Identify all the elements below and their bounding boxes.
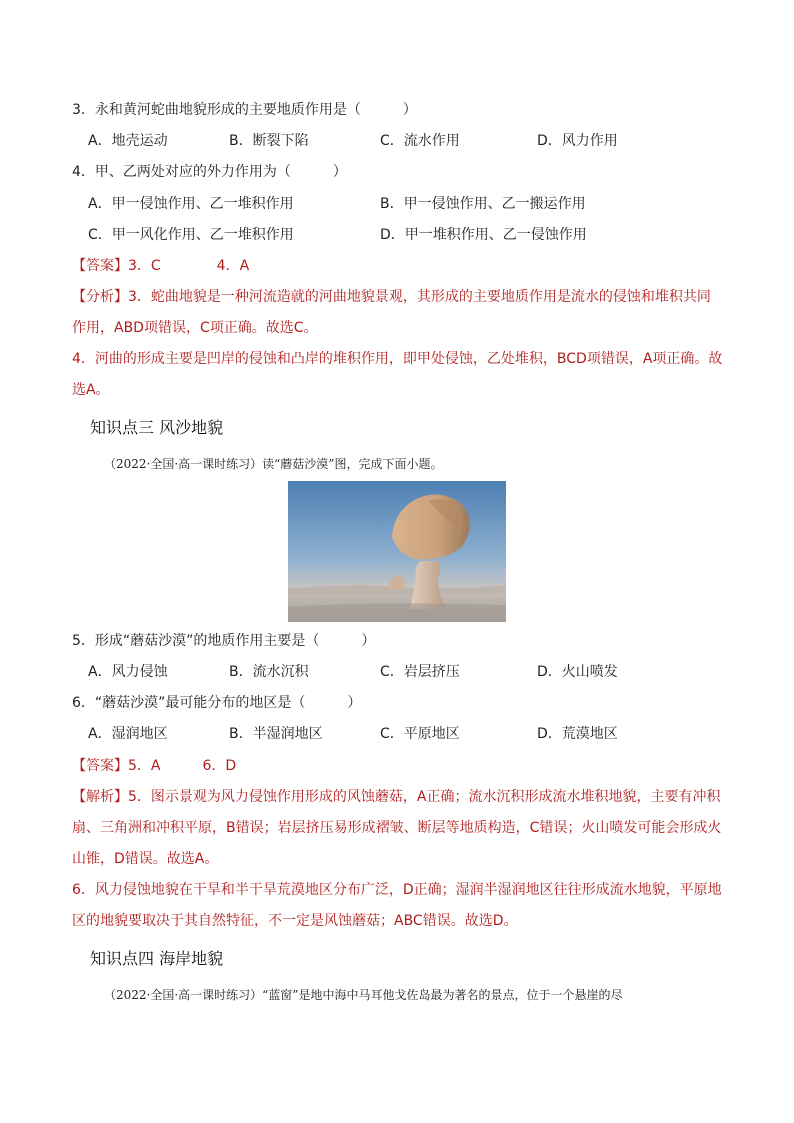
analysis-block-2	[72, 782, 724, 875]
answer-text: 5．A 6．D	[128, 758, 237, 774]
answer-tag: 【答案】	[72, 258, 128, 274]
analysis-tag: 【解析】	[72, 789, 128, 805]
section-source: （2022·全国·高一课时练习）“蓝窗”是地中海中马耳他戈佐岛最为著名的景点，位于一个悬崖的尽	[104, 988, 623, 1002]
question-3-stem: 3．永和黄河蛇曲地貌形成的主要地质作用是（ ）	[72, 102, 417, 118]
question-6-option-c: C．平原地区	[380, 726, 460, 742]
question-4-option-b: B．甲一侵蚀作用、乙一搬运作用	[380, 196, 586, 212]
answer-block-2	[72, 756, 732, 776]
question-5-option-a: A．风力侵蚀	[88, 664, 168, 680]
answer-block-1	[72, 256, 732, 276]
question-6-option-b: B．半湿润地区	[229, 726, 323, 742]
answer-text: 3．C 4．A	[128, 258, 250, 274]
question-3-option-b: B．断裂下陷	[229, 133, 309, 149]
question-3-option-d: D．风力作用	[537, 133, 618, 149]
question-6-option-a: A．湿润地区	[88, 726, 168, 742]
question-5-stem: 5．形成“蘑菇沙漠”的地质作用主要是（ ）	[72, 633, 376, 649]
analysis-paragraph-2: 6．风力侵蚀地貌在干旱和半干旱荒漠地区分布广泛，D正确；湿润半湿润地区往往形成流水地貌，平原地区的地貌要取决于其自然特征，不一定是风蚀蘑菇；ABC错误。故选D。	[72, 882, 722, 929]
question-5-option-b: B．流水沉积	[229, 664, 309, 680]
analysis-paragraph: 5．图示景观为风力侵蚀作用形成的风蚀蘑菇，A正确；流水沉积形成流水堆积地貌，主要有冲积扇、三角洲和冲积平原，B错误；岩层挤压易形成褶皱、断层等地质构造，C错误；火山喷发可能会形成火山锥，D错误。故选A。	[72, 789, 722, 867]
question-4-option-d: D．甲一堆积作用、乙一侵蚀作用	[380, 227, 587, 243]
question-6-stem: 6．“蘑菇沙漠”最可能分布的地区是（ ）	[72, 695, 362, 711]
analysis-tag: 【分析】	[72, 289, 128, 305]
question-4-stem: 4．甲、乙两处对应的外力作用为（ ）	[72, 164, 347, 180]
section-heading: 知识点三 风沙地貌	[90, 418, 224, 437]
question-5-option-c: C．岩层挤压	[380, 664, 460, 680]
question-4-option-a: A．甲一侵蚀作用、乙一堆积作用	[88, 196, 294, 212]
analysis-block-1	[72, 282, 724, 344]
mushroom-rock-photo	[288, 481, 506, 622]
question-3-option-c: C．流水作用	[380, 133, 460, 149]
answer-tag: 【答案】	[72, 758, 128, 774]
section-heading: 知识点四 海岸地貌	[90, 949, 224, 968]
question-5-option-d: D．火山喷发	[537, 664, 618, 680]
question-6-option-d: D．荒漠地区	[537, 726, 618, 742]
section-source: （2022·全国·高一课时练习）读“蘑菇沙漠”图，完成下面小题。	[104, 457, 443, 471]
question-4-option-c: C．甲一风化作用、乙一堆积作用	[88, 227, 294, 243]
analysis-paragraph: 3．蛇曲地貌是一种河流造就的河曲地貌景观，其形成的主要地质作用是流水的侵蚀和堆积共同作用，ABD项错误，C项正确。故选C。	[72, 289, 711, 336]
question-3-option-a: A．地壳运动	[88, 133, 168, 149]
analysis-paragraph-2: 4．河曲的形成主要是凹岸的侵蚀和凸岸的堆积作用，即甲处侵蚀，乙处堆积，BCD项错误，A项正确。故选A。	[72, 351, 723, 398]
